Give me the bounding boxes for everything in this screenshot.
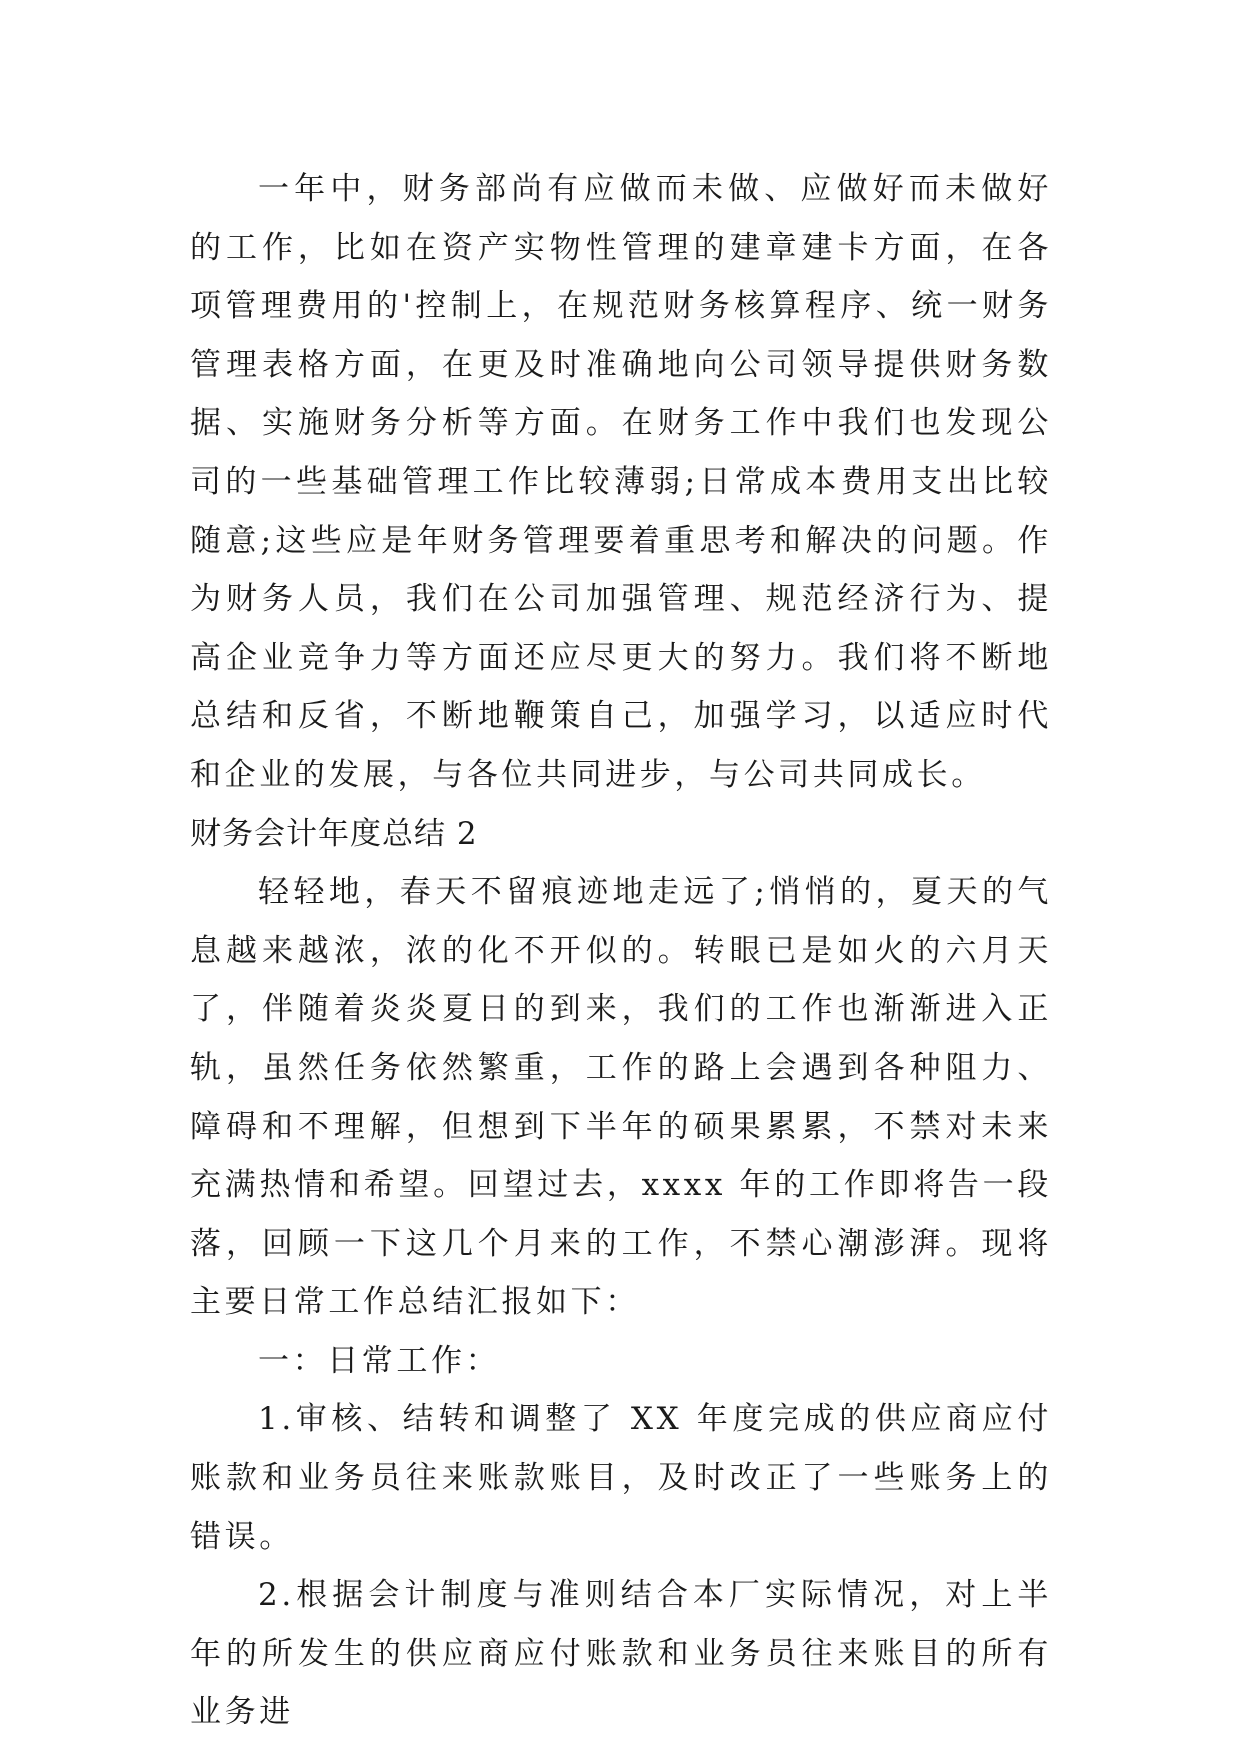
paragraph-summary: 一年中，财务部尚有应做而未做、应做好而未做好的工作，比如在资产实物性管理的建章建卡方面，在各项管理费用的'控制上，在规范财务核算程序、统一财务管理表格方面，在更及时准确地向公司领导提供财务数据、实施财务分析等方面。在财务工作中我们也发现公司的一些基础管理工作比较薄弱;日常成本费用支出比较随意;这些应是年财务管理要着重思考和解决的问题。作为财务人员，我们在公司加强管理、规范经济行为、提高企业竞争力等方面还应尽更大的努力。我们将不断地总结和反省，不断地鞭策自己，加强学习，以适应时代和企业的发展，与各位共同进步，与公司共同成长。: [190, 171, 1052, 793]
paragraph-intro: 轻轻地，春天不留痕迹地走远了;悄悄的，夏天的气息越来越浓，浓的化不开似的。转眼已是如火的六月天了，伴随着炎炎夏日的到来，我们的工作也渐渐进入正轨，虽然任务依然繁重，工作的路上会遇到各种阻力、障碍和不理解，但想到下半年的硕果累累，不禁对未来充满热情和希望。回望过去，xxxx 年的工作即将告一段落，回顾一下这几个月来的工作，不禁心潮澎湃。现将主要日常工作总结汇报如下：: [190, 874, 1052, 1321]
section-title: 财务会计年度总结 2: [190, 815, 478, 852]
paragraph-item-1: 1.审核、结转和调整了 XX 年度完成的供应商应付账款和业务员往来账款账目，及时改正了一些账务上的错误。: [190, 1401, 1052, 1555]
paragraph-daily-work-heading: 一：日常工作：: [258, 1342, 501, 1379]
paragraph-item-2: 2.根据会计制度与准则结合本厂实际情况，对上半年的所发生的供应商应付账款和业务员往来账目的所有业务进: [190, 1577, 1052, 1731]
document-body: [190, 160, 1052, 1742]
